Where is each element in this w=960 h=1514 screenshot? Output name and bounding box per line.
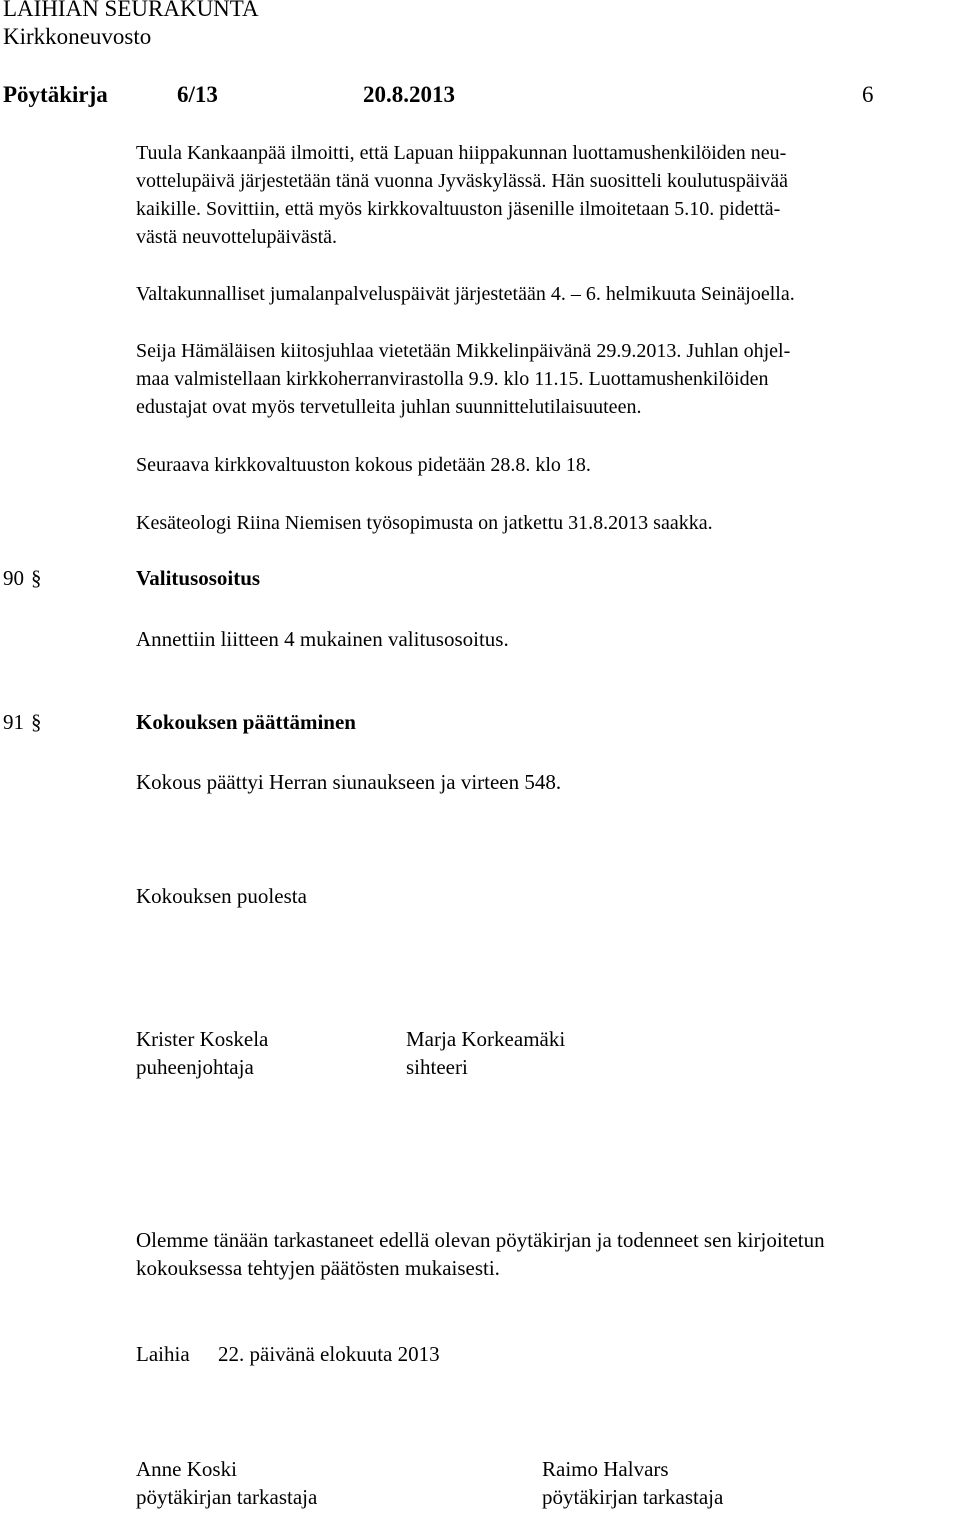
paragraph-line: vottelupäivä järjestetään tänä vuonna Jyväskylässä. Hän suositteli koulutuspäivää: [136, 170, 789, 192]
paragraph-line: Seija Hämäläisen kiitosjuhlaa vietetään Mikkelinpäivänä 29.9.2013. Juhlan ohjel-: [136, 340, 791, 362]
doc-label: Pöytäkirja: [3, 82, 108, 107]
organization-name: LAIHIAN SEURAKUNTA: [3, 0, 259, 21]
paragraph-line: västä neuvottelupäivästä.: [136, 226, 338, 248]
paragraph-line: Seuraava kirkkovaltuuston kokous pidetään 28.8. klo 18.: [136, 454, 591, 476]
section-number: 90: [3, 566, 24, 590]
checker-name: Anne Koski: [136, 1457, 237, 1481]
on-behalf-label: Kokouksen puolesta: [136, 884, 307, 908]
doc-number: 6/13: [177, 82, 218, 107]
paragraph-line: Kesäteologi Riina Niemisen työsopimusta on jatkettu 31.8.2013 saakka.: [136, 512, 713, 534]
checker-name: Raimo Halvars: [542, 1457, 669, 1481]
section-title: Valitusosoitus: [136, 566, 261, 590]
paragraph-line: kaikille. Sovittiin, että myös kirkkovaltuuston jäsenille ilmoitetaan 5.10. pidettä-: [136, 198, 781, 220]
checker-role: pöytäkirjan tarkastaja: [136, 1485, 318, 1509]
paragraph-line: edustajat ovat myös tervetulleita juhlan suunnittelutilaisuuteen.: [136, 396, 642, 418]
signer-role: sihteeri: [406, 1055, 468, 1079]
signer-name: Krister Koskela: [136, 1027, 269, 1051]
paragraph-line: Valtakunnalliset jumalanpalveluspäivät järjestetään 4. – 6. helmikuuta Seinäjoella.: [136, 283, 795, 305]
doc-date: 20.8.2013: [363, 82, 455, 107]
signer-role: puheenjohtaja: [136, 1055, 254, 1079]
section-title: Kokouksen päättäminen: [136, 710, 356, 734]
body-name: Kirkkoneuvosto: [3, 24, 152, 49]
verification-place: Laihia: [136, 1342, 190, 1366]
checker-role: pöytäkirjan tarkastaja: [542, 1485, 724, 1509]
section-number: 91: [3, 710, 24, 734]
verification-line: Olemme tänään tarkastaneet edellä olevan pöytäkirjan ja todenneet sen kirjoitetun: [136, 1228, 825, 1252]
section-sign: §: [31, 566, 42, 590]
section-text: Kokous päättyi Herran siunaukseen ja virteen 548.: [136, 770, 562, 794]
section-sign: §: [31, 710, 42, 734]
page-number: 6: [862, 82, 874, 107]
section-text: Annettiin liitteen 4 mukainen valitusosoitus.: [136, 627, 509, 651]
signer-name: Marja Korkeamäki: [406, 1027, 566, 1051]
verification-date: 22. päivänä elokuuta 2013: [218, 1342, 440, 1366]
paragraph-line: Tuula Kankaanpää ilmoitti, että Lapuan hiippakunnan luottamushenkilöiden neu-: [136, 142, 787, 164]
paragraph-line: maa valmistellaan kirkkoherranvirastolla 9.9. klo 11.15. Luottamushenkilöiden: [136, 368, 769, 390]
verification-line: kokouksessa tehtyjen päätösten mukaisesti.: [136, 1256, 500, 1280]
